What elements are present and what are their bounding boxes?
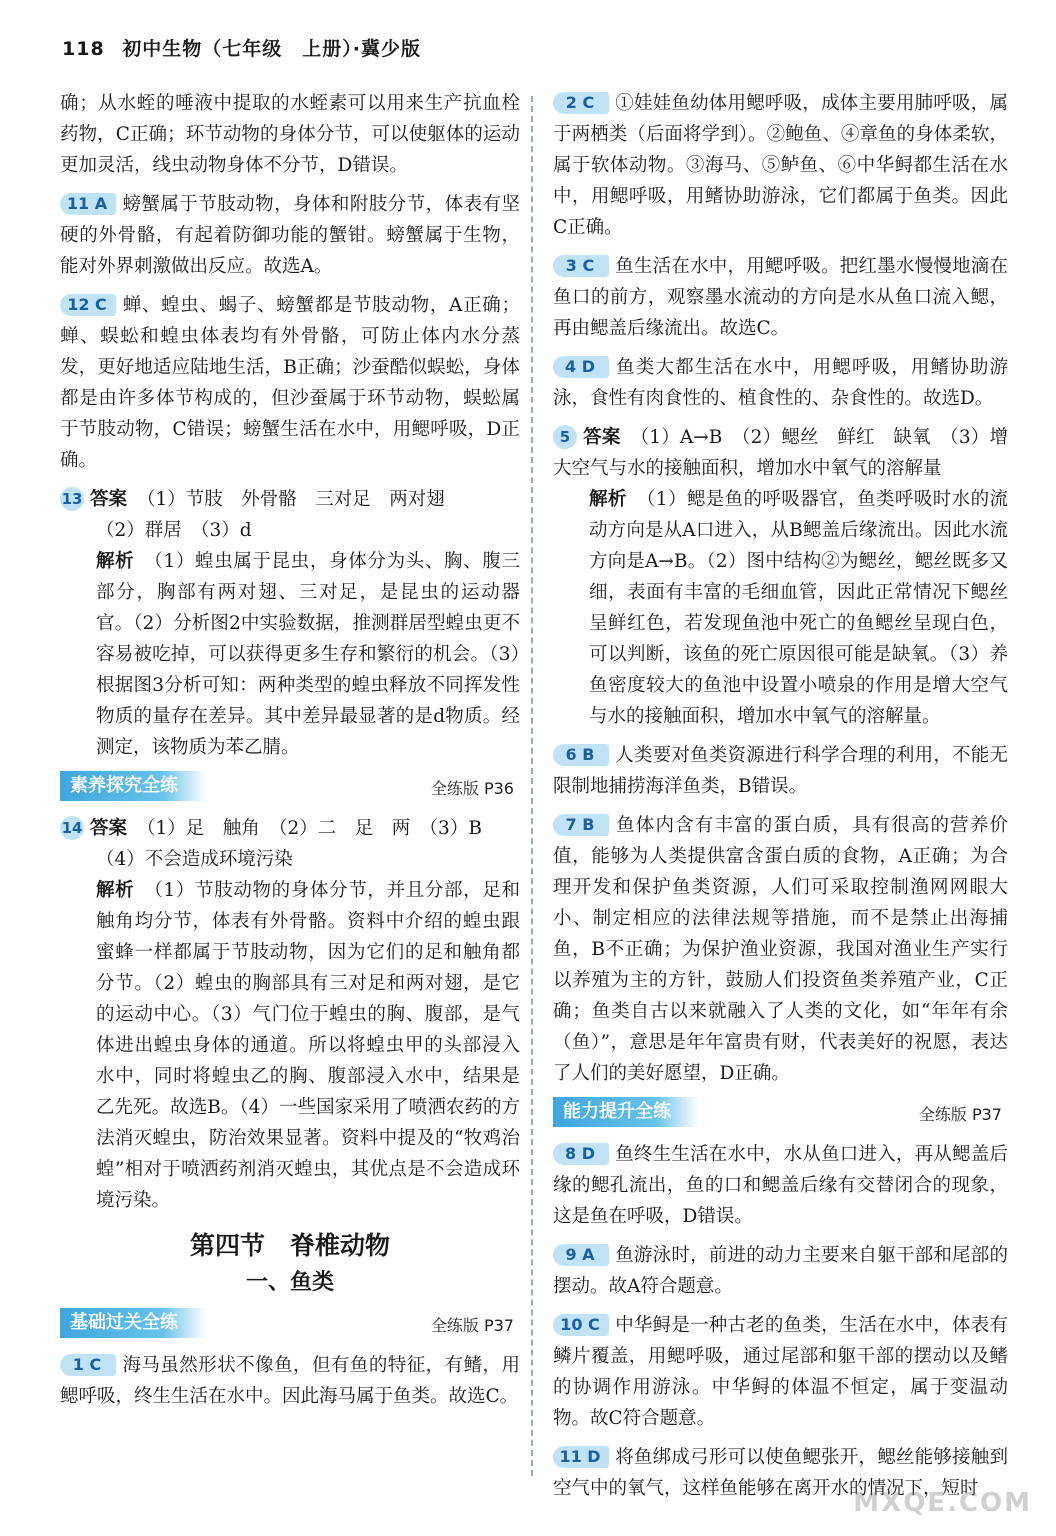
section-band-literacy: 素养探究全练 全练版 P36 bbox=[60, 771, 520, 801]
page-header bbox=[62, 34, 421, 61]
left-column bbox=[60, 88, 520, 1420]
page-number: 118 bbox=[62, 38, 105, 60]
question-8: 8 D 鱼终生生活在水中，水从鱼口进入，再从鳃盖后缘的鳃孔流出，鱼的口和鳃盖后缘有交替闭合的现象，这是鱼在呼吸，D错误。 bbox=[553, 1144, 1008, 1227]
column-divider bbox=[531, 96, 533, 1476]
answer-badge: 2 C bbox=[553, 92, 609, 114]
question-4: 4 D 鱼类大都生活在水中，用鳃呼吸，用鳍协助游泳，食性有肉食性的、植食性的、杂食性的。故选D。 bbox=[553, 357, 1008, 409]
watermark-logo: MXQE.COM bbox=[853, 1488, 1032, 1518]
answer-badge: 6 B bbox=[553, 744, 609, 766]
question-14: 14 答案 （1）足 触角 （2）二 足 两 （3）B （4）不会造成环境污染 解析 （1）节肢动物的身体分节，并且分部，足和触角均分节，体表有外骨骼。资料中介绍的蝗虫跟蜜蜂一样都属于节肢动物，因为它们的足和触角都分节。（2）蝗虫的胸部具有三对足和两对翅，是它的运动中心。（3）气门位于蝗虫的胸、腹部，是气体进出蝗虫身体的通道。所以将蝗虫甲的头部浸入水中，同时将蝗虫乙的胸、腹部浸入水中，结果是乙先死。故选B。（4）一些国家采用了喷洒农药的方法消灭蝗虫，防治效果显著。资料中提及的“牧鸡治蝗”相对于喷洒药剂消灭蝗虫，其优点是不会造成环境污染。 bbox=[61, 818, 520, 1211]
answer-badge: 8 D bbox=[553, 1143, 609, 1165]
answer-badge: 11 A bbox=[60, 193, 116, 215]
question-5: 5 答案 （1）A→B （2）鳃丝 鲜红 缺氧 （3）增大空气与水的接触面积，增加水中氧气的溶解量 解析 （1）鳃是鱼的呼吸器官，鱼类呼吸时水的流动方向是从A口进入，从B鳃盖后缘流出。因此水流方向是A→B。（2）图中结构②为鳃丝，鳃丝既多又细，表面有丰富的毛细血管，因此正常情况下鳃丝呈鲜红色，若发现鱼池中死亡的鱼鳃丝呈现白色，可以判断，该鱼的死亡原因很可能是缺氧。（3）养鱼密度较大的鱼池中设置小喷泉的作用是增大空气与水的接触面积，增加水中氧气的溶解量。 bbox=[553, 427, 1008, 727]
book-title: 初中生物（七年级 上册）·冀少版 bbox=[122, 38, 422, 60]
question-number-badge: 14 bbox=[60, 816, 84, 840]
question-11: 11 A 螃蟹属于节肢动物，身体和附肢分节，体表有坚硬的外骨骼，有起着防御功能的蟹钳。螃蟹属于生物，能对外界刺激做出反应。故选A。 bbox=[60, 194, 520, 277]
answer-badge: 3 C bbox=[553, 255, 609, 277]
section-title: 第四节 脊椎动物 bbox=[189, 1231, 390, 1260]
answer-badge: 12 C bbox=[60, 294, 116, 316]
answer-badge: 1 C bbox=[60, 1354, 116, 1376]
section-band-basic: 基础过关全练 全练版 P37 bbox=[60, 1308, 520, 1338]
question-number-badge: 13 bbox=[60, 487, 84, 511]
question-7: 7 B 鱼体内含有丰富的蛋白质，具有很高的营养价值，能够为人类提供富含蛋白质的食物，A正确；为合理开发和保护鱼类资源，人们可采取控制渔网网眼大小、制定相应的法律法规等措施，而不是禁止出海捕鱼，B不正确；为保护渔业资源，我国对渔业生产实行以养殖为主的方针，鼓励人们投资鱼类养殖产业，C正确；鱼类自古以来就融入了人类的文化，如“年年有余（鱼）”，意思是年年富贵有财，代表美好的祝愿，表达了人们的美好愿望，D正确。 bbox=[553, 815, 1008, 1084]
question-3: 3 C 鱼生活在水中，用鳃呼吸。把红墨水慢慢地滴在鱼口的前方，观察墨水流动的方向是水从鱼口流入鳃，再由鳃盖后缘流出。故选C。 bbox=[553, 256, 1008, 339]
right-column bbox=[553, 88, 1008, 1512]
question-2: 2 C ①娃娃鱼幼体用鳃呼吸，成体主要用肺呼吸，属于两栖类（后面将学到）。②鲍鱼、④章鱼的身体柔软，属于软体动物。③海马、⑤鲈鱼、⑥中华鲟都生活在水中，用鳃呼吸，用鳍协助游泳，它们都属于鱼类。因此C正确。 bbox=[553, 93, 1008, 238]
section-band-advanced: 能力提升全练 全练版 P37 bbox=[553, 1097, 1008, 1127]
question-number-badge: 5 bbox=[553, 425, 577, 449]
question-9: 9 A 鱼游泳时，前进的动力主要来自躯干部和尾部的摆动。故A符合题意。 bbox=[553, 1245, 1008, 1297]
question-12: 12 C 蝉、蝗虫、蝎子、螃蟹都是节肢动物，A正确；蝉、蜈蚣和蝗虫体表均有外骨骼，可防止体内水分蒸发，更好地适应陆地生活，B正确；沙蚕酷似蜈蚣，身体都是由许多体节构成的，但沙蚕属于环节动物，蜈蚣属于节肢动物，C错误；螃蟹生活在水中，用鳃呼吸，D正确。 bbox=[60, 295, 520, 471]
question-13: 13 答案 （1）节肢 外骨骼 三对足 两对翅 （2）群居 （3）d 解析 （1）蝗虫属于昆虫，身体分为头、胸、腹三部分，胸部有两对翅、三对足，是昆虫的运动器官。（2）分析图2中实验数据，推测群居型蝗虫更不容易被吃掉，可以获得更多生存和繁衍的机会。（3）根据图3分析可知：两种类型的蝗虫释放不同挥发性物质的量存在差异。其中差异最显著的是d物质。经测定，该物质为苯乙腈。 bbox=[61, 489, 520, 758]
answer-badge: 10 C bbox=[553, 1314, 609, 1336]
question-1: 1 C 海马虽然形状不像鱼，但有鱼的特征，有鳍，用鳃呼吸，终生生活在水中。因此海马属于鱼类。故选C。 bbox=[60, 1355, 520, 1407]
question-11-right: 11 D 将鱼绑成弓形可以使鱼鳃张开，鳃丝能够接触到空气中的氧气，这样鱼能够在离开水的情况下，短时 bbox=[553, 1447, 1008, 1499]
answer-badge: 7 B bbox=[553, 814, 609, 836]
subsection-title: 一、鱼类 bbox=[245, 1270, 334, 1295]
question-10: 10 C 中华鲟是一种古老的鱼类，生活在水中，体表有鳞片覆盖，用鳃呼吸，通过尾部和躯干部的摆动以及鳍的协调作用游泳。中华鲟的体温不恒定，属于变温动物。故C符合题意。 bbox=[553, 1315, 1008, 1429]
question-6: 6 B 人类要对鱼类资源进行科学合理的利用，不能无限制地捕捞海洋鱼类，B错误。 bbox=[553, 745, 1008, 797]
continued-answer: 确；从水蛭的唾液中提取的水蛭素可以用来生产抗血栓药物，C正确；环节动物的身体分节，可以使躯体的运动更加灵活，线虫动物身体不分节，D错误。 bbox=[60, 93, 520, 176]
answer-badge: 9 A bbox=[553, 1244, 609, 1266]
answer-badge: 11 D bbox=[553, 1446, 609, 1468]
answer-badge: 4 D bbox=[553, 356, 609, 378]
